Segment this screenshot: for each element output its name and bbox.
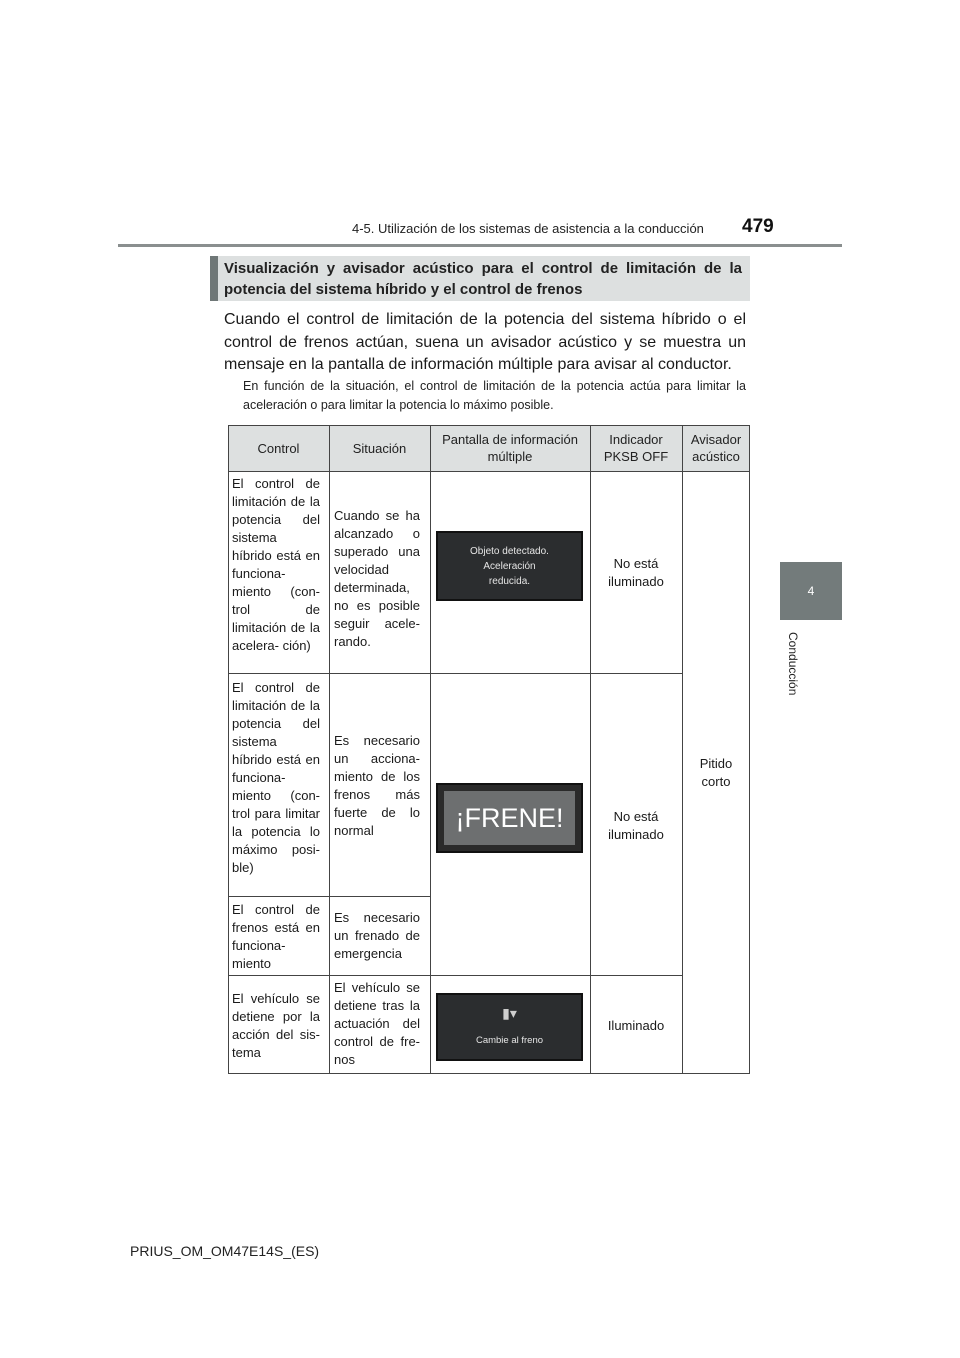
row1-situation: Cuando se ha alcanzado o superado una velocidad determinada, no es posible seguir acele- rando. (334, 508, 420, 649)
header-control: Control (257, 440, 300, 456)
row1-control: El control de limitación de la potencia del sistema híbrido está en funciona- miento (con- trol de limitación de la acelera- ción) (232, 476, 320, 653)
warning-table (228, 425, 750, 1074)
screen1-line1: Objeto detectado. (470, 546, 549, 557)
banner-accent (210, 256, 218, 301)
page-number: 479 (742, 216, 774, 237)
grid-line (430, 425, 431, 1074)
screen1-line2: Aceleración (483, 561, 536, 572)
grid-line (228, 975, 682, 976)
row1-indicator: No está iluminado (608, 556, 664, 589)
note-paragraph: En función de la situación, el control de limitación de la potencia actúa para limitar la aceleración o para limitar la potencia lo máximo posible. (243, 379, 746, 412)
row2-control: El control de limitación de la potencia del sistema híbrido está en funciona- miento (con- trol para limitar la potencia lo máximo posi- ble) (232, 680, 320, 875)
header-buzzer: Avisador acústico (690, 432, 742, 464)
display-switch-to-brake (436, 993, 583, 1061)
row2-indicator: No está iluminado (608, 809, 664, 842)
grid-line (590, 425, 591, 1074)
document-code: PRIUS_OM_OM47E14S_(ES) (130, 1243, 320, 1259)
grid-line (228, 425, 750, 426)
banner-title: Visualización y avisador acústico para el control de limitación de la potencia del sistema híbrido y el control de frenos (224, 260, 742, 298)
grid-line (228, 673, 682, 674)
intro-paragraph: Cuando el control de limitación de la potencia del sistema híbrido o el control de frenos actúan, suena un avisador acústico y se muestra un mensaje en la pantalla de información múltiple para avisar al conductor. (224, 311, 746, 373)
chapter-tab: 4 (780, 562, 842, 620)
chapter-label: Conducción (786, 632, 800, 696)
row2-situation: Es necesario un acciona- miento de los frenos más fuerte de lo normal (334, 733, 420, 838)
row4-indicator: Iluminado (607, 1018, 665, 1033)
screen3-text: Cambie al freno (475, 1035, 544, 1046)
display-acceleration-reduced (436, 531, 583, 601)
grid-line (329, 425, 330, 1074)
header-divider (118, 244, 842, 247)
grid-line (228, 425, 229, 1074)
header-display: Pantalla de información múltiple (442, 432, 578, 464)
brake-warning-text: ¡FRENE! (444, 791, 575, 845)
header-indicator: Indicador PKSB OFF (603, 432, 669, 464)
row3-control: El control de frenos está en funciona- miento (232, 902, 320, 971)
screen1-line3: reducida. (488, 576, 531, 587)
grid-line (228, 471, 750, 472)
buzzer-value: Pitido corto (699, 756, 733, 789)
brake-pedal-icon: ▮▾ (502, 1005, 517, 1021)
display-brake-warning (436, 783, 583, 853)
header-situation: Situación (352, 440, 407, 456)
grid-line (749, 425, 750, 1074)
row3-situation: Es necesario un frenado de emergencia (334, 910, 420, 961)
row4-control: El vehículo se detiene por la acción del sis- tema (232, 991, 320, 1060)
grid-line (682, 425, 683, 1074)
section-title: 4-5. Utilización de los sistemas de asistencia a la conducción (352, 221, 704, 236)
grid-line (228, 1073, 750, 1074)
row4-situation: El vehículo se detiene tras la actuación del control de fre- nos (334, 980, 420, 1067)
